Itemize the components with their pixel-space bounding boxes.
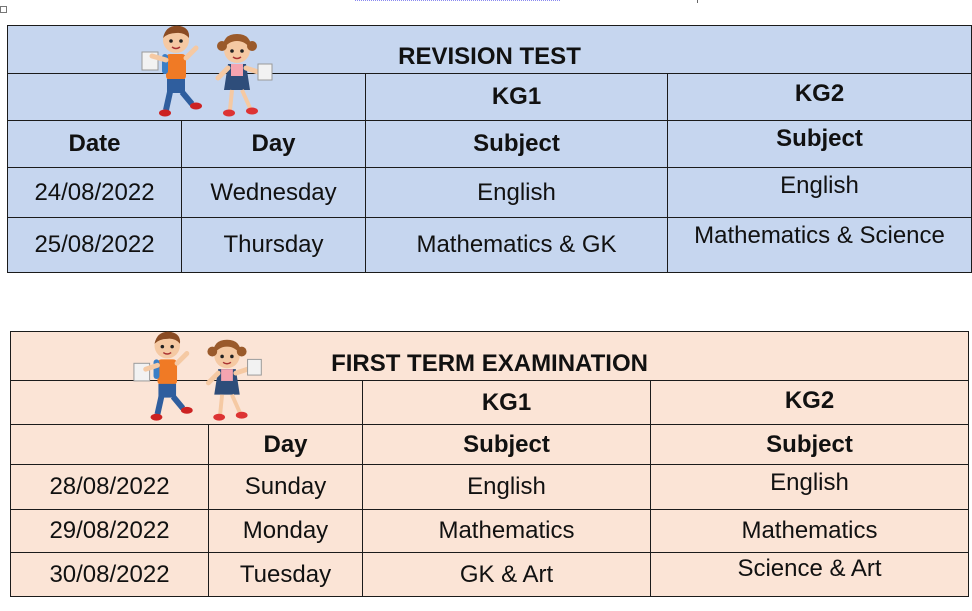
grade-kg2: KG2 (668, 74, 972, 121)
kg2-subject-cell: English (668, 168, 972, 218)
kg1-subject-cell: Mathematics & GK (366, 218, 668, 273)
header-date (11, 425, 209, 465)
grade-kg2: KG2 (651, 381, 969, 425)
header-subject-kg1: Subject (363, 425, 651, 465)
header-subject-kg1: Subject (366, 121, 668, 168)
column-header-row (11, 425, 969, 465)
header-date: Date (8, 121, 182, 168)
table-row (11, 553, 969, 597)
tick-mark (697, 0, 701, 3)
day-cell: Thursday (182, 218, 366, 273)
day-cell: Tuesday (209, 553, 363, 597)
day-cell: Wednesday (182, 168, 366, 218)
date-cell: 25/08/2022 (8, 218, 182, 273)
date-cell: 24/08/2022 (8, 168, 182, 218)
table-move-handle[interactable] (0, 6, 7, 13)
table-row (11, 465, 969, 510)
column-header-row (8, 121, 972, 168)
date-cell: 29/08/2022 (11, 510, 209, 553)
grade-kg1: KG1 (366, 74, 668, 121)
kg2-subject-cell: Mathematics & Science (668, 218, 972, 273)
kg1-subject-cell: English (363, 465, 651, 510)
kids-clipart-icon (128, 330, 278, 426)
table-title: FIRST TERM EXAMINATION (11, 332, 969, 381)
header-day: Day (209, 425, 363, 465)
kg1-subject-cell: Mathematics (363, 510, 651, 553)
table-row (8, 168, 972, 218)
grade-kg1: KG1 (363, 381, 651, 425)
date-cell: 30/08/2022 (11, 553, 209, 597)
table-title: REVISION TEST (8, 26, 972, 74)
day-cell: Monday (209, 510, 363, 553)
date-cell: 28/08/2022 (11, 465, 209, 510)
header-subject-kg2: Subject (651, 425, 969, 465)
kg2-subject-cell: Science & Art (651, 553, 969, 597)
kg1-subject-cell: GK & Art (363, 553, 651, 597)
table-row (11, 510, 969, 553)
dotted-mark (355, 0, 560, 1)
table-row (8, 218, 972, 273)
header-day: Day (182, 121, 366, 168)
kg2-subject-cell: English (651, 465, 969, 510)
header-subject-kg2: Subject (668, 121, 972, 168)
kg1-subject-cell: English (366, 168, 668, 218)
kids-clipart-icon (140, 24, 285, 122)
kg2-subject-cell: Mathematics (651, 510, 969, 553)
day-cell: Sunday (209, 465, 363, 510)
